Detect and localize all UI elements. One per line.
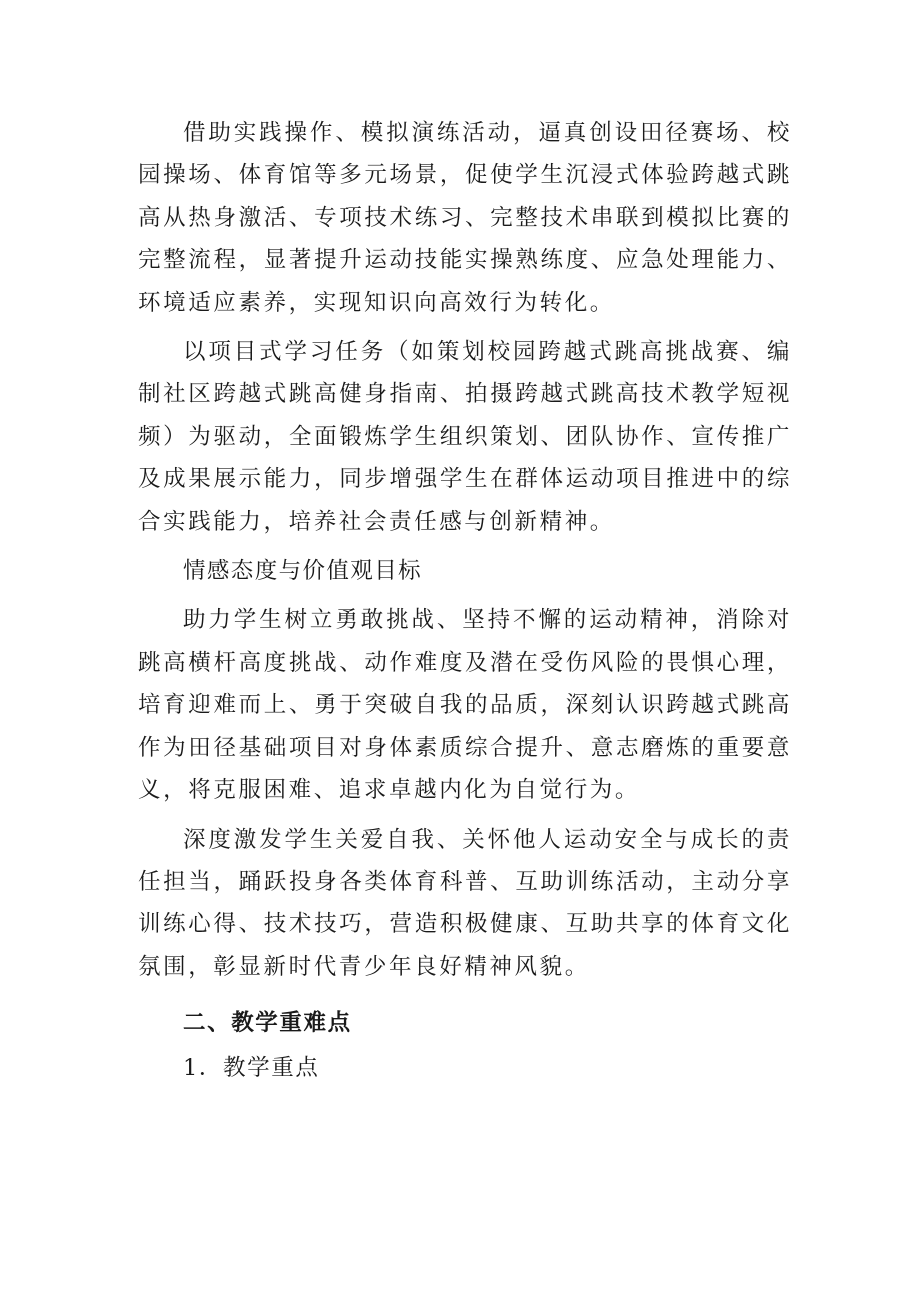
document-page (138, 112, 792, 1089)
subsection-heading: 1．教学重点 (183, 1054, 320, 1081)
paragraph-courage-spirit: 助力学生树立勇敢挑战、坚持不懈的运动精神，消除对跳高横杆高度挑战、动作难度及潜在受伤风险的畏惧心理，培育迎难而上、勇于突破自我的品质，深刻认识跨越式跳高作为田径基础项目对身体素质综合提升、意志磨炼的重要意义，将克服困难、追求卓越内化为自觉行为。 (138, 607, 792, 804)
paragraph-responsibility: 深度激发学生关爱自我、关怀他人运动安全与成长的责任担当，踊跃投身各类体育科普、互助训练活动，主动分享训练心得、技术技巧，营造积极健康、互助共享的体育文化氛围，彰显新时代青少年良好精神风貌。 (138, 826, 792, 980)
section-heading: 二、教学重难点 (183, 1010, 352, 1037)
paragraph-emotion-goal-title: 情感态度与价值观目标 (183, 558, 423, 585)
paragraph-project-learning: 以项目式学习任务（如策划校园跨越式跳高挑战赛、编制社区跨越式跳高健身指南、拍摄跨越式跳高技术教学短视频）为驱动，全面锻炼学生组织策划、团队协作、宣传推广及成果展示能力，同步增强学生在群体运动项目推进中的综合实践能力，培养社会责任感与创新精神。 (138, 339, 792, 535)
paragraph-practice-activities: 借助实践操作、模拟演练活动，逼真创设田径赛场、校园操场、体育馆等多元场景，促使学生沉浸式体验跨越式跳高从热身激活、专项技术练习、完整技术串联到模拟比赛的完整流程，显著提升运动技能实操熟练度、应急处理能力、环境适应素养，实现知识向高效行为转化。 (138, 120, 792, 316)
